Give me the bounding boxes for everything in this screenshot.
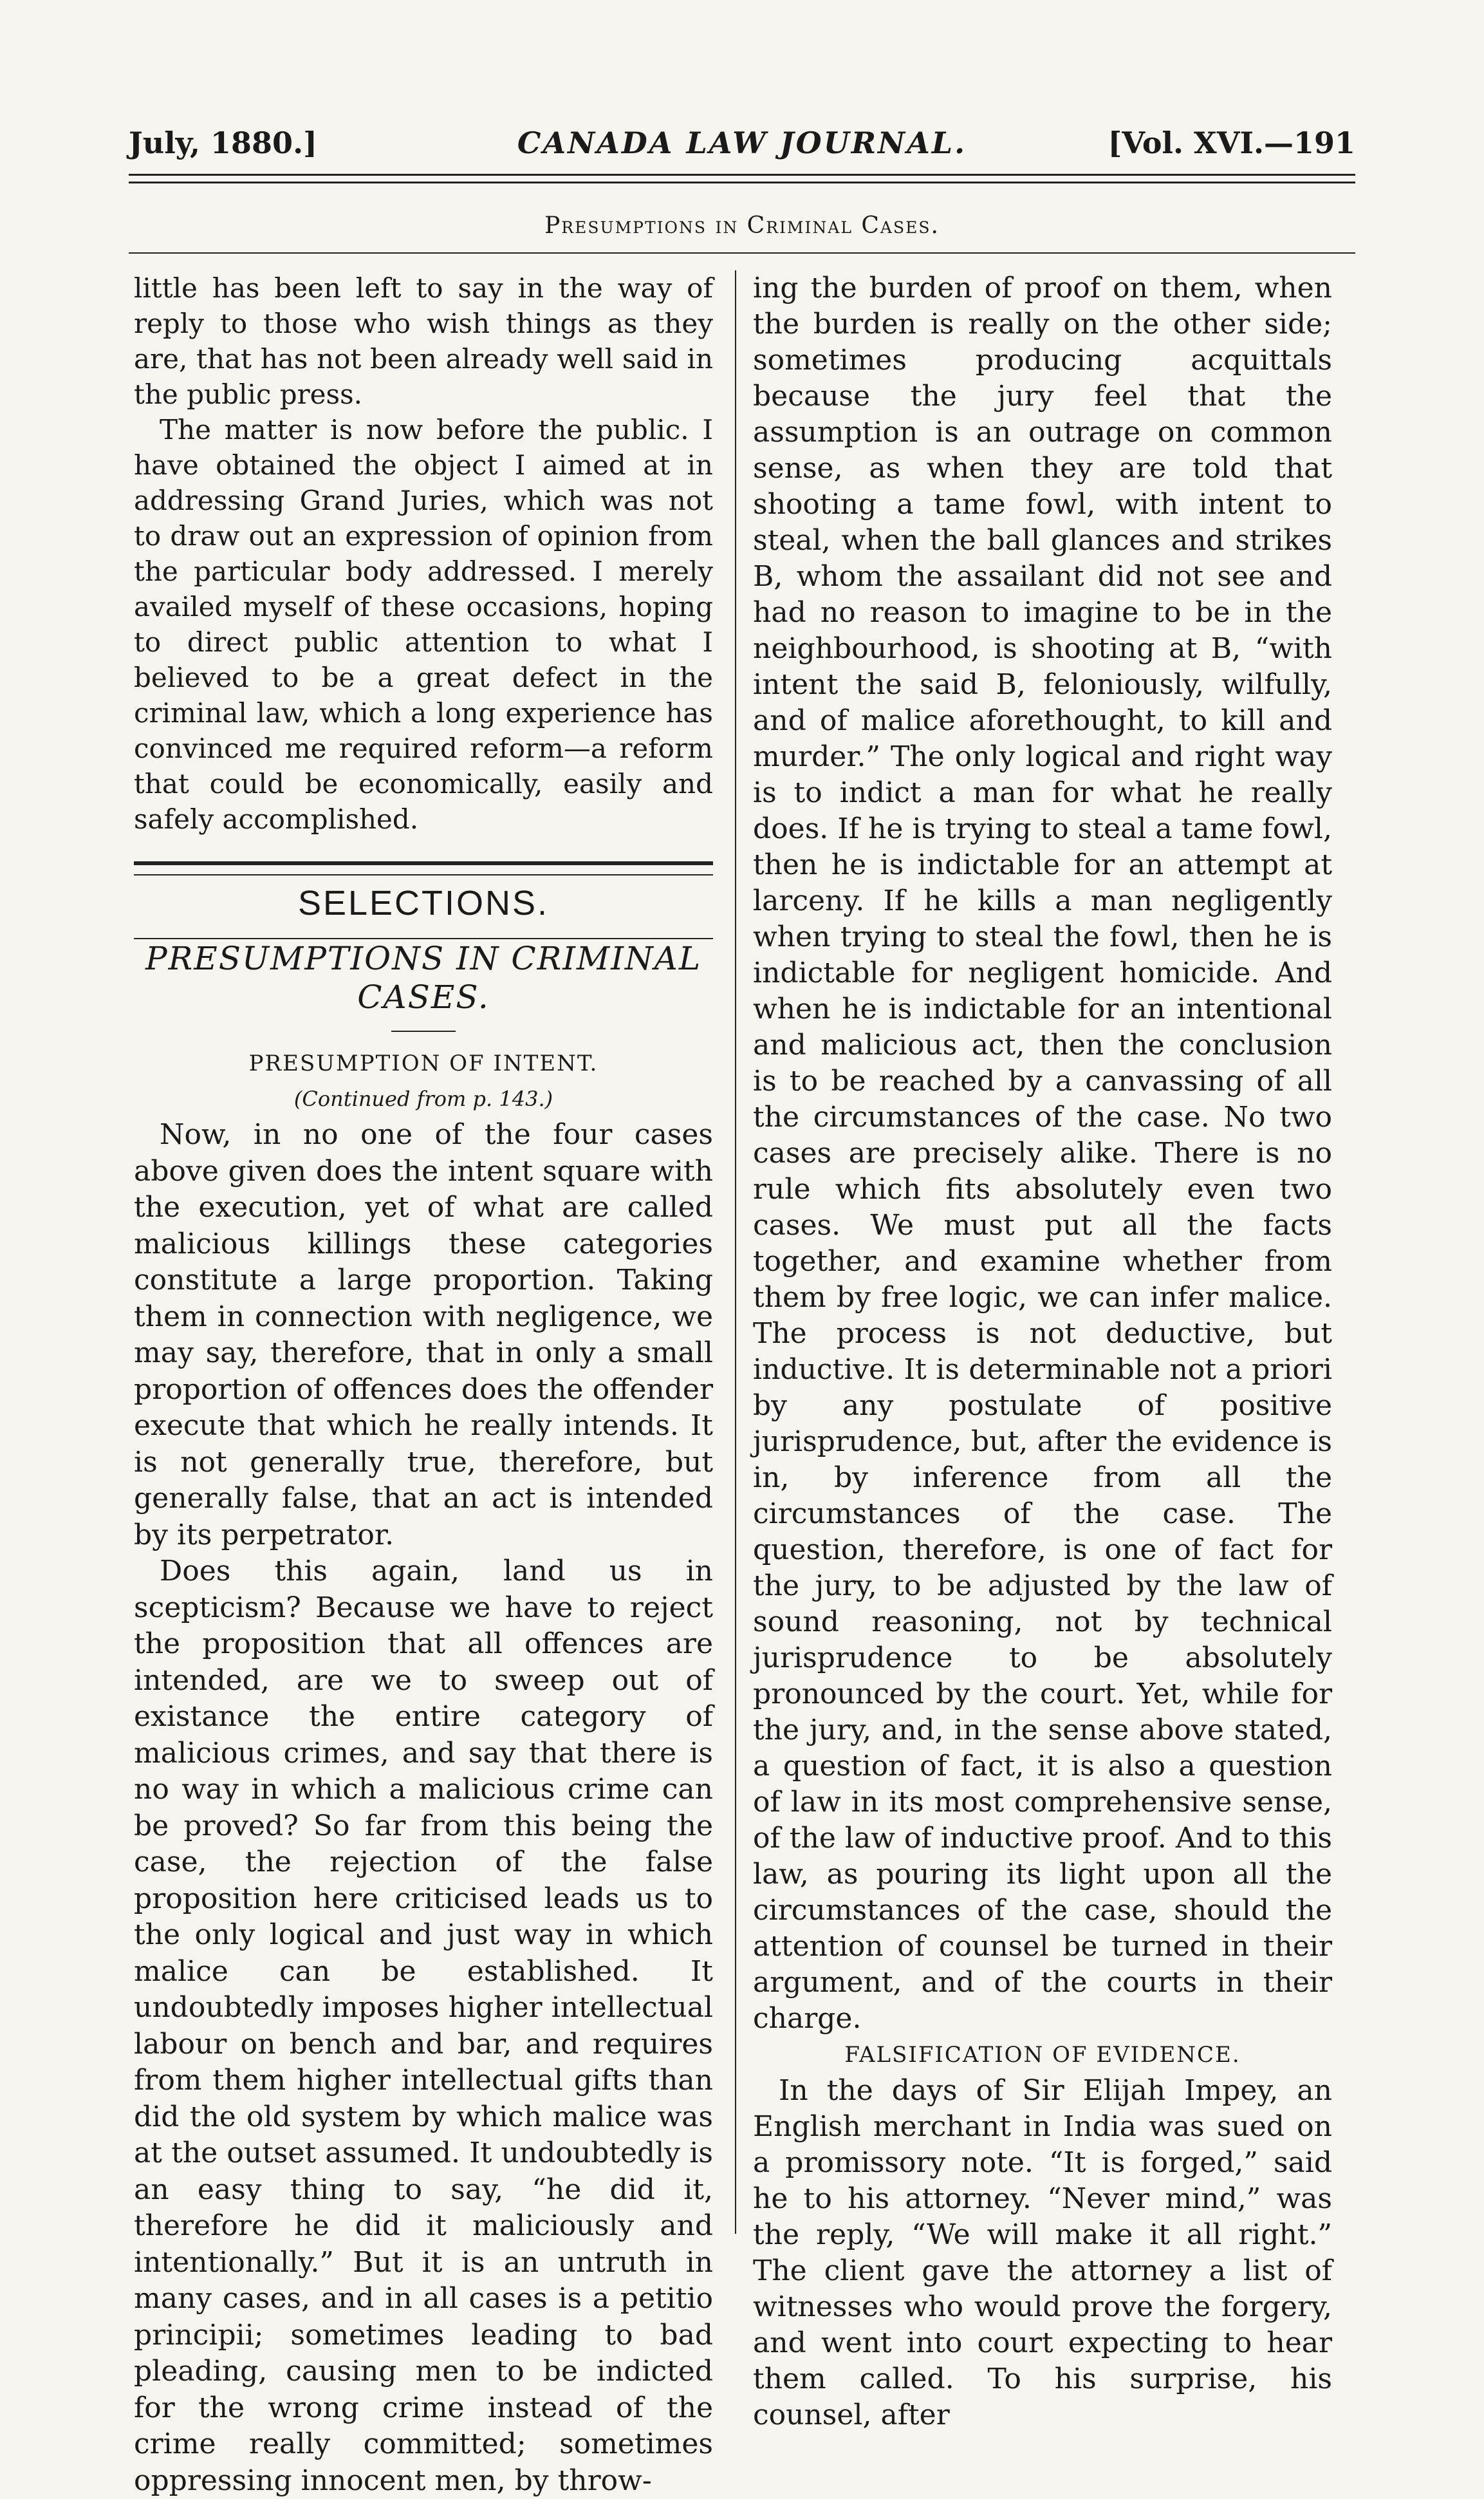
header-date: July, 1880.] bbox=[129, 126, 317, 160]
header-rule-bottom bbox=[129, 182, 1355, 183]
left-column bbox=[134, 270, 713, 2499]
section-rule bbox=[129, 252, 1355, 254]
right-column bbox=[753, 270, 1332, 2433]
continued-note: (Continued from p. 143.) bbox=[293, 1087, 553, 1111]
paragraph: little has been left to say in the way of reply to those who wish things as they are, that has not been already well said in the public press. bbox=[134, 272, 713, 410]
journal-title: CANADA LAW JOURNAL. bbox=[517, 126, 967, 160]
paragraph: Now, in no one of the four cases above given does the intent square with the execution, yet of what are called malicious killings these categories constitute a large proportion. Taking them in connection with negligence, we may say, therefore, that in only a small proportion of offences does the offender execute that which he really intends. It is not generally true, therefore, but generally false, that an act is intended by its perpetrator. bbox=[134, 1118, 713, 1551]
header-rule-top bbox=[129, 174, 1355, 176]
volume-page: [Vol. XVI.—191 bbox=[1108, 126, 1355, 160]
paragraph: The matter is now before the public. I have obtained the object I aimed at in addressing Grand Juries, which was not to draw out an expression of opinion from the particular body addressed. I merely availed myself of these occasions, hoping to direct public attention to what I believed to be a great defect in the criminal law, which a long experience has convinced me required reform—a reform that could be economically, easily and safely accomplished. bbox=[134, 414, 713, 835]
column-divider bbox=[735, 270, 736, 2234]
section-heading: Presumptions in Criminal Cases. bbox=[544, 212, 940, 239]
short-rule bbox=[391, 1031, 456, 1032]
subheading-presumption-of-intent: PRESUMPTION OF INTENT. bbox=[248, 1051, 598, 1076]
article-title-line2: CASES. bbox=[357, 978, 490, 1016]
double-rule bbox=[134, 861, 713, 875]
paragraph: ing the burden of proof on them, when the burden is really on the other side; sometimes producing acquittals because the jury feel that the assumption is an outrage on common sense, as when they are told that shooting a tame fowl, with intent to steal, when the ball glances and strikes B, whom the assailant did not see and had no reason to imagine to be in the neighbourhood, is shooting at B, “with intent the said B, feloniously, wilfully, and of malice aforethought, to kill and murder.” The only logical and right way is to indict a man for what he really does. If he is trying to steal a tame fowl, then he is indictable for an attempt at larceny. If he kills a man negligently when trying to steal the fowl, then he is indictable for negligent homicide. And when he is indictable for an intentional and malicious act, then the conclusion is to be reached by a canvassing of all the circumstances of the case. No two cases are precisely alike. There is no rule which fits absolutely even two cases. We must put all the facts together, and examine whether from them by free logic, we can infer malice. The process is not deductive, but inductive. It is determinable not a priori by any postulate of positive jurisprudence, but, after the evidence is in, by inference from all the circumstances of the case. The question, therefore, is one of fact for the jury, to be adjusted by the law of sound reasoning, not by technical jurisprudence to be absolutely pronounced by the court. Yet, while for the jury, and, in the sense above stated, a question of fact, it is also a question of law in its most comprehensive sense, of the law of inductive proof. And to this law, as pouring its light upon all the circumstances of the case, should the attention of counsel be turned in their argument, and of the courts in their charge. bbox=[753, 272, 1332, 2035]
paragraph: Does this again, land us in scepticism? Because we have to reject the proposition that all offences are intended, are we to sweep out of existance the entire category of malicious crimes, and say that there is no way in which a malicious crime can be proved? So far from this being the case, the rejection of the false proposition here criticised leads us to the only logical and just way in which malice can be established. It undoubtedly imposes higher intellectual labour on bench and bar, and requires from them higher intellectual gifts than did the old system by which malice was at the outset assumed. It undoubtedly is an easy thing to say, “he did it, therefore he did it maliciously and intentionally.” But it is an untruth in many cases, and in all cases is a petitio principii; sometimes leading to bad pleading, causing men to be indicted for the wrong crime instead of the crime really committed; sometimes oppressing innocent men, by throw- bbox=[134, 1555, 713, 2497]
paragraph: In the days of Sir Elijah Impey, an English merchant in India was sued on a promissory note. “It is forged,” said he to his attorney. “Never mind,” was the reply, “We will make it all right.” The client gave the attorney a list of witnesses who would prove the forgery, and went into court expecting to hear them called. To his surprise, his counsel, after bbox=[753, 2074, 1332, 2431]
selections-heading: SELECTIONS. bbox=[297, 884, 550, 922]
subheading-falsification: FALSIFICATION OF EVIDENCE. bbox=[844, 2042, 1241, 2068]
article-title-line1: PRESUMPTIONS IN CRIMINAL bbox=[145, 940, 702, 977]
